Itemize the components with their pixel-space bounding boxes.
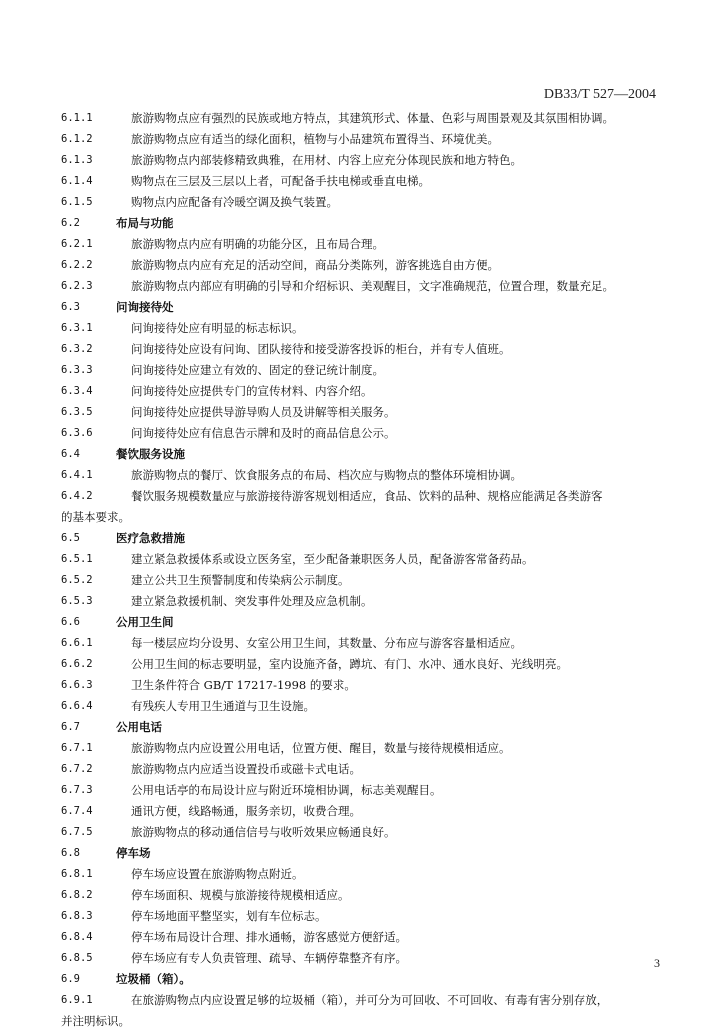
clause-text: 停车场布局设计合理、排水通畅，游客感觉方便舒适。 — [131, 930, 407, 944]
clause-text: 购物点在三层及三层以上者，可配备手扶电梯或垂直电梯。 — [131, 174, 430, 188]
clause-item — [61, 465, 661, 486]
clause-text: 旅游购物点的移动通信信号与收听效果应畅通良好。 — [131, 825, 396, 839]
clause-item — [61, 423, 661, 444]
clause-text: 问询接待处应有明显的标志标识。 — [131, 321, 304, 335]
section-heading — [61, 969, 661, 990]
section-title: 布局与功能 — [116, 216, 174, 230]
section-title: 问询接待处 — [116, 300, 174, 314]
clause-number: 6.8 — [61, 847, 80, 859]
clause-number: 6.1.3 — [61, 154, 93, 166]
clause-number: 6.6 — [61, 616, 80, 628]
section-heading — [61, 528, 661, 549]
clause-text: 公用电话亭的布局设计应与附近环境相协调，标志美观醒目。 — [131, 783, 442, 797]
clause-number: 6.5 — [61, 532, 80, 544]
clause-item — [61, 234, 661, 255]
clause-text: 建立紧急救援机制、突发事件处理及应急机制。 — [131, 594, 373, 608]
clause-item — [61, 654, 661, 675]
clause-text: 旅游购物点内应有充足的活动空间，商品分类陈列，游客挑选自由方便。 — [131, 258, 499, 272]
clause-item — [61, 381, 661, 402]
clause-text: 停车场面积、规模与旅游接待规模相适应。 — [131, 888, 350, 902]
clause-item — [61, 276, 661, 297]
clause-text: 有残疾人专用卫生通道与卫生设施。 — [131, 699, 315, 713]
clause-text: 卫生条件符合 GB/T 17217-1998 的要求。 — [131, 678, 356, 692]
clause-item — [61, 990, 661, 1011]
clause-number: 6.9 — [61, 973, 80, 985]
clause-text: 旅游购物点应有强烈的民族或地方特点，其建筑形式、体量、色彩与周围景观及其氛围相协调。 — [131, 111, 614, 125]
clause-text: 通讯方便，线路畅通，服务亲切，收费合理。 — [131, 804, 361, 818]
clause-item — [61, 591, 661, 612]
clause-item — [61, 150, 661, 171]
clause-item — [61, 570, 661, 591]
clause-text: 餐饮服务规模数量应与旅游接待游客规划相适应，食品、饮料的品种、规格应能满足各类游客 — [131, 489, 603, 503]
clause-number: 6.3.1 — [61, 322, 93, 334]
clause-number: 6.8.5 — [61, 952, 93, 964]
clause-number: 6.3.4 — [61, 385, 93, 397]
section-title: 公用电话 — [116, 720, 162, 734]
clause-item — [61, 801, 661, 822]
clause-number: 6.1.1 — [61, 112, 93, 124]
clause-item — [61, 360, 661, 381]
clause-item — [61, 675, 661, 696]
clause-number: 6.6.3 — [61, 679, 93, 691]
clause-text: 建立公共卫生预警制度和传染病公示制度。 — [131, 573, 350, 587]
clause-text: 问询接待处应建立有效的、固定的登记统计制度。 — [131, 363, 384, 377]
clause-text: 公用卫生间的标志要明显，室内设施齐备，蹲坑、有门、水冲、通水良好、光线明亮。 — [131, 657, 568, 671]
clause-number: 6.5.2 — [61, 574, 93, 586]
section-title: 医疗急救措施 — [116, 531, 185, 545]
clause-number: 6.7.3 — [61, 784, 93, 796]
clause-text: 购物点内应配备有冷暖空调及换气装置。 — [131, 195, 338, 209]
page-number: 3 — [654, 956, 660, 970]
document-body — [61, 108, 661, 1032]
clause-number: 6.7.1 — [61, 742, 93, 754]
section-title: 垃圾桶（箱）。 — [116, 972, 191, 986]
clause-text: 每一楼层应均分设男、女室公用卫生间，其数量、分布应与游客容量相适应。 — [131, 636, 522, 650]
clause-item — [61, 864, 661, 885]
clause-item — [61, 759, 661, 780]
clause-text-continuation: 并注明标识。 — [61, 1014, 130, 1028]
clause-number: 6.8.1 — [61, 868, 93, 880]
clause-item — [61, 906, 661, 927]
clause-text: 在旅游购物点内应设置足够的垃圾桶（箱），并可分为可回收、不可回收、有毒有害分别存放， — [131, 993, 609, 1007]
clause-item — [61, 948, 661, 969]
clause-item — [61, 696, 661, 717]
clause-item — [61, 486, 661, 507]
section-heading — [61, 213, 661, 234]
clause-number: 6.4 — [61, 448, 80, 460]
clause-item — [61, 549, 661, 570]
clause-number: 6.8.4 — [61, 931, 93, 943]
clause-number: 6.2 — [61, 217, 80, 229]
clause-item — [61, 192, 661, 213]
clause-text: 问询接待处应设有问询、团队接待和接受游客投诉的柜台，并有专人值班。 — [131, 342, 511, 356]
clause-number: 6.4.1 — [61, 469, 93, 481]
clause-item — [61, 129, 661, 150]
clause-number: 6.2.2 — [61, 259, 93, 271]
clause-text-continuation: 的基本要求。 — [61, 510, 130, 524]
clause-text: 问询接待处应有信息告示牌和及时的商品信息公示。 — [131, 426, 396, 440]
clause-number: 6.3.2 — [61, 343, 93, 355]
clause-item — [61, 108, 661, 129]
clause-text: 旅游购物点应有适当的绿化面积，植物与小品建筑布置得当、环境优美。 — [131, 132, 499, 146]
clause-text: 旅游购物点内部装修精致典雅，在用材、内容上应充分体现民族和地方特色。 — [131, 153, 522, 167]
clause-number: 6.5.1 — [61, 553, 93, 565]
clause-number: 6.8.3 — [61, 910, 93, 922]
clause-item — [61, 885, 661, 906]
clause-number: 6.5.3 — [61, 595, 93, 607]
clause-number: 6.6.4 — [61, 700, 93, 712]
clause-number: 6.1.2 — [61, 133, 93, 145]
section-heading — [61, 297, 661, 318]
clause-item — [61, 318, 661, 339]
clause-number: 6.3.6 — [61, 427, 93, 439]
clause-number: 6.7.4 — [61, 805, 93, 817]
clause-text: 旅游购物点内应适当设置投币或磁卡式电话。 — [131, 762, 361, 776]
clause-item — [61, 822, 661, 843]
section-heading — [61, 843, 661, 864]
clause-number: 6.6.1 — [61, 637, 93, 649]
clause-text: 旅游购物点内应有明确的功能分区，且布局合理。 — [131, 237, 384, 251]
clause-number: 6.2.1 — [61, 238, 93, 250]
clause-text: 问询接待处应提供专门的宣传材料、内容介绍。 — [131, 384, 373, 398]
section-title: 公用卫生间 — [116, 615, 174, 629]
clause-item — [61, 927, 661, 948]
clause-text: 停车场应设置在旅游购物点附近。 — [131, 867, 304, 881]
clause-item — [61, 633, 661, 654]
clause-text: 建立紧急救援体系或设立医务室，至少配备兼职医务人员，配备游客常备药品。 — [131, 552, 534, 566]
section-heading — [61, 717, 661, 738]
section-title: 餐饮服务设施 — [116, 447, 185, 461]
clause-item — [61, 255, 661, 276]
clause-number: 6.6.2 — [61, 658, 93, 670]
clause-item — [61, 171, 661, 192]
clause-number: 6.3 — [61, 301, 80, 313]
clause-number: 6.9.1 — [61, 994, 93, 1006]
clause-text: 问询接待处应提供导游导购人员及讲解等相关服务。 — [131, 405, 396, 419]
clause-number: 6.4.2 — [61, 490, 93, 502]
clause-number: 6.2.3 — [61, 280, 93, 292]
clause-item — [61, 339, 661, 360]
clause-text: 旅游购物点内部应有明确的引导和介绍标识、美观醒目，文字准确规范，位置合理，数量充足。 — [131, 279, 614, 293]
clause-number: 6.1.5 — [61, 196, 93, 208]
clause-text: 旅游购物点的餐厅、饮食服务点的布局、档次应与购物点的整体环境相协调。 — [131, 468, 522, 482]
section-heading — [61, 444, 661, 465]
clause-number: 6.3.5 — [61, 406, 93, 418]
section-heading — [61, 612, 661, 633]
clause-number: 6.8.2 — [61, 889, 93, 901]
clause-text: 停车场地面平整坚实，划有车位标志。 — [131, 909, 327, 923]
clause-number: 6.7 — [61, 721, 80, 733]
clause-text: 旅游购物点内应设置公用电话，位置方便、醒目，数量与接待规模相适应。 — [131, 741, 511, 755]
clause-item — [61, 780, 661, 801]
section-title: 停车场 — [116, 846, 151, 860]
clause-item — [61, 738, 661, 759]
clause-number: 6.3.3 — [61, 364, 93, 376]
clause-number: 6.7.5 — [61, 826, 93, 838]
clause-item — [61, 402, 661, 423]
clause-number: 6.1.4 — [61, 175, 93, 187]
document-code: DB33/T 527—2004 — [543, 87, 656, 102]
clause-number: 6.7.2 — [61, 763, 93, 775]
clause-text: 停车场应有专人负责管理、疏导、车辆停靠整齐有序。 — [131, 951, 407, 965]
